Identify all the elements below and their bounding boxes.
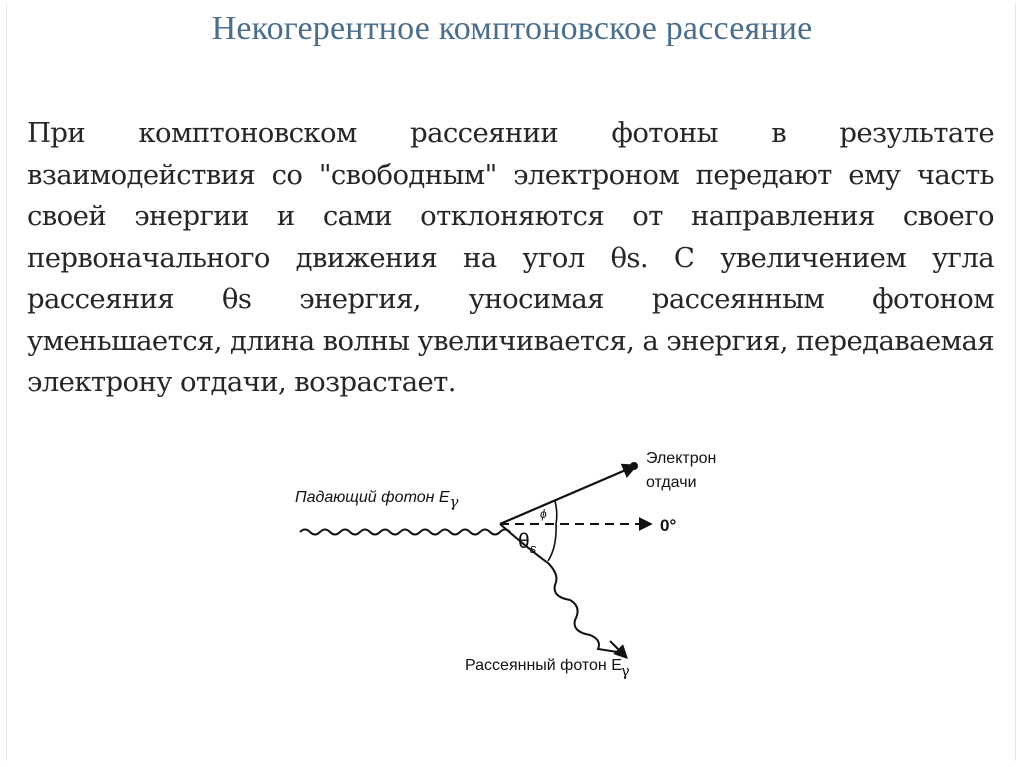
scattered-photon-label <box>465 649 630 680</box>
electron-label-line2: отдачи <box>646 474 697 491</box>
zero-degree-label: 0° <box>660 516 677 535</box>
electron-label-line1: Электрон <box>646 450 717 467</box>
incident-photon-label <box>295 489 459 511</box>
incident-photon-wave <box>300 530 510 535</box>
phi-arc <box>555 501 557 524</box>
theta-letter: θ <box>518 530 530 553</box>
scattered-label-text: Рассеянный фотон E <box>465 657 622 674</box>
phi-symbol: ϕ <box>540 507 547 521</box>
electron-dot <box>630 462 638 470</box>
scattered-prime: ' <box>621 649 625 666</box>
scattered-gamma-symbol: γ <box>620 662 630 680</box>
recoil-electron-line <box>500 466 635 524</box>
theta-arc <box>548 524 556 561</box>
compton-scattering-diagram <box>290 435 750 685</box>
theta-symbol <box>518 530 537 556</box>
body-paragraph: При комптоновском рассеянии фотоны в результате взаимодействия со "свободным" электроном передают ему часть своей энергии и сами отклоняются от направления своего первоначального движения на угол θs. С увеличением угла рассеяния θs энергия, уносимая рассеянным фотоном уменьшается, длина волны увеличивается, а энергия, передаваемая электрону отдачи, возрастает. <box>27 117 994 398</box>
incident-gamma-symbol: γ <box>449 493 459 511</box>
incident-label-text: Падающий фотон E <box>295 489 450 506</box>
slide-title: Некогерентное комптоновское рассеяние <box>211 10 813 47</box>
theta-subscript: s <box>529 541 537 556</box>
